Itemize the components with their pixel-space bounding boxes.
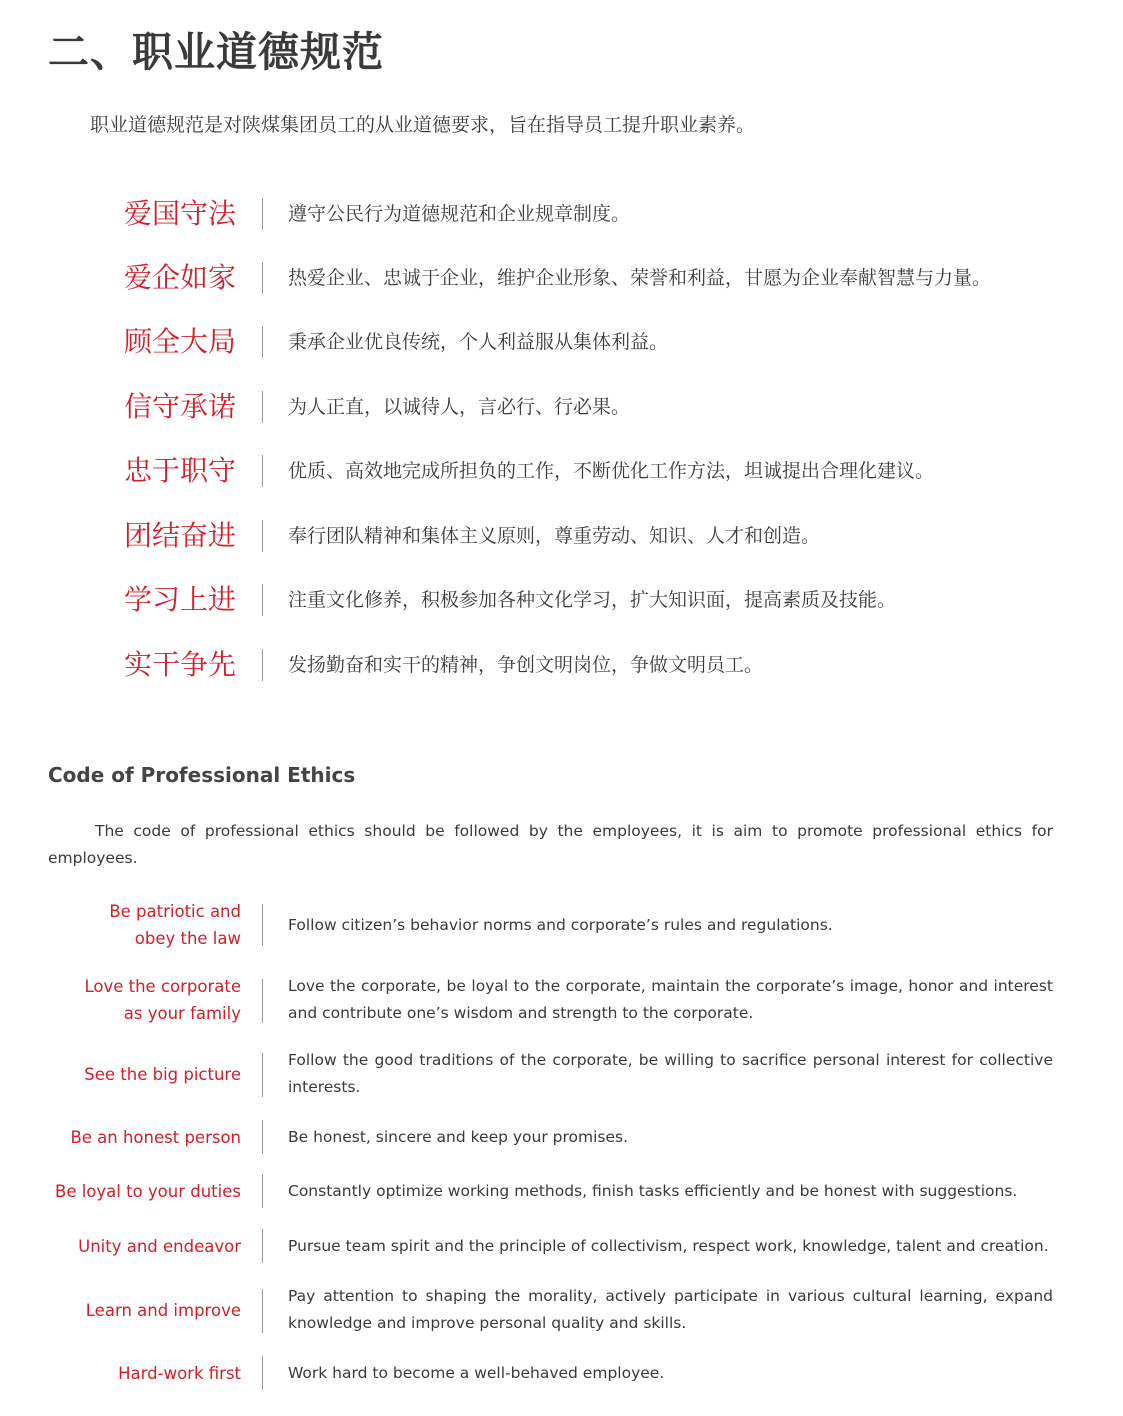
ethics-term-cn: 忠于职守 [124,454,237,487]
divider [262,1053,263,1097]
ethics-term-line: Be loyal to your duties [55,1182,241,1201]
ethics-term-cn: 爱企如家 [124,261,237,294]
section-intro-cn: 职业道德规范是对陕煤集团员工的从业道德要求，旨在指导员工提升职业素养。 [90,114,756,136]
ethics-term-line: Learn and improve [85,1301,241,1320]
ethics-term-cn: 顾全大局 [124,325,237,358]
ethics-term-en [84,1061,241,1088]
divider [262,520,263,552]
ethics-item-cn [0,322,1123,362]
ethics-desc-cn: 遵守公民行为道德规范和企业规章制度。 [288,203,631,225]
ethics-term-line: as your family [123,1004,241,1023]
ethics-term-line: Unity and endeavor [78,1237,241,1256]
section-title-cn: 二、职业道德规范 [48,28,384,76]
ethics-item-cn [0,451,1123,491]
ethics-desc-en: Work hard to become a well-behaved employee. [288,1364,665,1382]
ethics-term-en [78,1233,241,1260]
ethics-term-line: Love the corporate [84,977,241,996]
ethics-desc-cn: 发扬勤奋和实干的精神，争创文明岗位，争做文明员工。 [288,654,764,676]
ethics-desc-en: Pay attention to shaping the morality, actively participate in various cultural learning, expand knowledge and improve personal quality and skills. [288,1287,1053,1332]
ethics-desc-en: Follow the good traditions of the corporate, be willing to sacrifice personal interest for collective interests. [288,1051,1053,1096]
ethics-item-cn [0,580,1123,620]
ethics-desc-en: Be honest, sincere and keep your promises. [288,1128,629,1146]
ethics-term-cn: 学习上进 [124,583,237,616]
divider [262,1120,263,1154]
ethics-term-cn: 爱国守法 [124,197,237,230]
ethics-term-en [109,898,241,952]
ethics-term-en [84,973,241,1027]
ethics-term-line: obey the law [134,929,241,948]
ethics-item-cn [0,387,1123,427]
ethics-item-cn [0,258,1123,298]
ethics-term-en [70,1124,241,1151]
divider [262,649,263,681]
ethics-desc-en: Constantly optimize working methods, finish tasks efficiently and be honest with suggestions. [288,1182,1018,1200]
divider [262,979,263,1023]
ethics-term-en [55,1178,241,1205]
ethics-desc-cn: 为人正直，以诚待人，言必行、行必果。 [288,396,631,418]
divider [262,1229,263,1263]
ethics-desc-en: Love the corporate, be loyal to the corporate, maintain the corporate’s image, honor and interest and contribute one’s wisdom and strength to the corporate. [288,977,1053,1022]
ethics-term-cn: 实干争先 [124,648,237,681]
ethics-desc-cn: 秉承企业优良传统，个人利益服从集体利益。 [288,331,669,353]
divider [262,904,263,946]
divider [262,584,263,616]
divider [262,391,263,423]
divider [262,262,263,294]
divider [262,1289,263,1333]
divider [262,198,263,230]
ethics-item-cn [0,516,1123,556]
ethics-item-cn [0,645,1123,685]
ethics-desc-en: Pursue team spirit and the principle of collectivism, respect work, knowledge, talent and creation. [288,1237,1049,1255]
ethics-term-en [118,1360,241,1387]
ethics-term-line: Hard-work first [118,1364,241,1383]
section-title-en: Code of Professional Ethics [48,763,356,787]
divider [262,326,263,358]
ethics-term-en [86,1297,241,1324]
ethics-desc-cn: 热爱企业、忠诚于企业，维护企业形象、荣誉和利益，甘愿为企业奉献智慧与力量。 [288,267,992,289]
ethics-desc-cn: 优质、高效地完成所担负的工作，不断优化工作方法，坦诚提出合理化建议。 [288,460,935,482]
divider [262,455,263,487]
ethics-desc-cn: 注重文化修养，积极参加各种文化学习，扩大知识面，提高素质及技能。 [288,589,897,611]
divider [262,1174,263,1208]
section-intro-en: The code of professional ethics should be followed by the employees, it is aim to promote professional ethics for employees. [48,822,1053,867]
ethics-term-cn: 信守承诺 [124,390,237,423]
ethics-desc-en: Follow citizen’s behavior norms and corporate’s rules and regulations. [288,916,833,934]
divider [262,1356,263,1390]
ethics-term-cn: 团结奋进 [124,519,237,552]
ethics-item-cn [0,194,1123,234]
ethics-term-line: See the big picture [84,1065,241,1084]
ethics-desc-cn: 奉行团队精神和集体主义原则，尊重劳动、知识、人才和创造。 [288,525,821,547]
ethics-term-line: Be an honest person [70,1128,241,1147]
ethics-term-line: Be patriotic and [109,902,241,921]
